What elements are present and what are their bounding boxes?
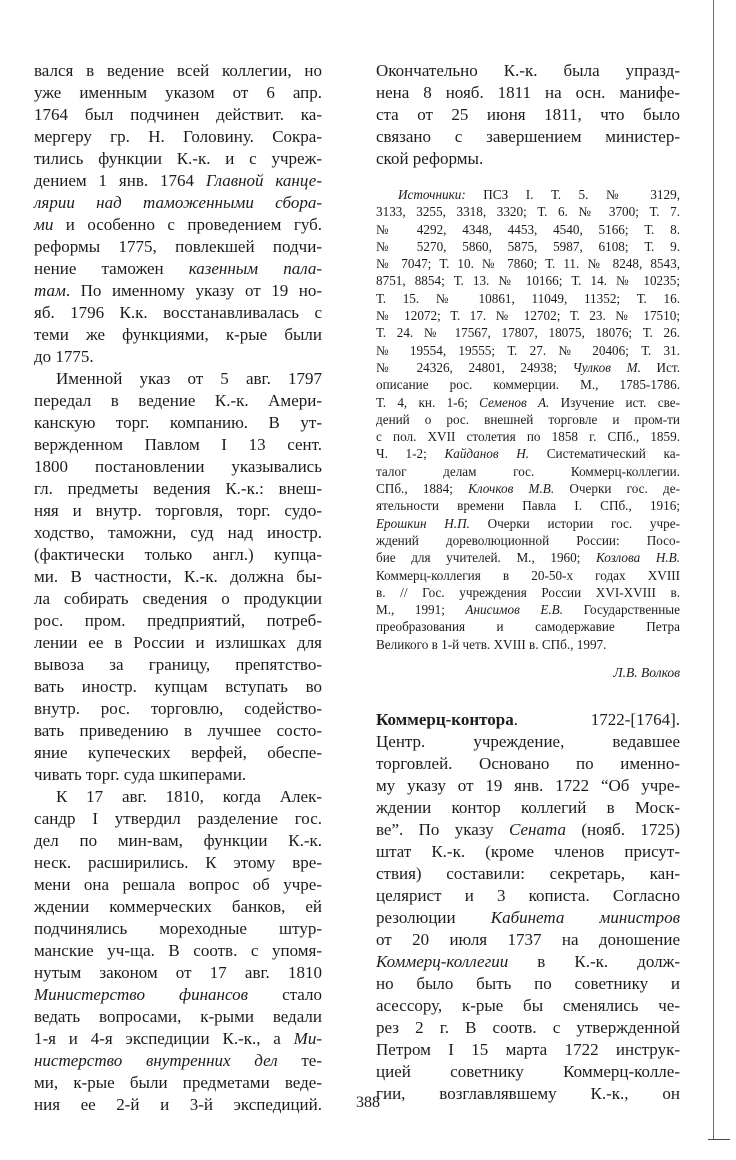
text-line — [34, 918, 322, 940]
text-line — [376, 272, 680, 289]
italic-text: казенным пала- — [188, 259, 322, 278]
left-column — [34, 60, 322, 1116]
text-run: стало — [248, 985, 322, 1004]
text-line — [34, 302, 322, 324]
page-edge-tick — [708, 1139, 730, 1140]
text-run: № 4292, 4348, 4453, 4540, 5166; Т. 8. — [376, 221, 680, 237]
italic-text: Коммерц-коллегии — [376, 952, 509, 972]
text-line — [376, 885, 680, 907]
text-run: 3133, 3255, 3318, 3320; Т. 6. № 3700; Т. 7. — [376, 204, 680, 220]
text-line — [376, 411, 680, 428]
text-line — [376, 148, 680, 170]
text-line — [376, 567, 680, 584]
text-run: от 20 июля 1737 на доношение — [376, 930, 680, 950]
text-line — [34, 1006, 322, 1028]
text-line — [34, 522, 322, 544]
text-run: вать приведению в лучшее состо- — [34, 721, 322, 740]
text-run: штат К.-к. (кроме членов присут- — [376, 842, 680, 862]
text-run: торговлей. Основано по именно- — [376, 754, 680, 774]
text-line — [376, 731, 680, 753]
italic-text: Ми- — [293, 1029, 322, 1048]
text-line — [34, 1072, 322, 1094]
text-run: Петром I 15 марта 1722 инструк- — [376, 1040, 680, 1060]
italic-text: лярии над таможенными сбора- — [34, 193, 322, 212]
text-line — [376, 618, 680, 635]
text-run: (нояб. 1725) — [565, 820, 680, 840]
text-line — [34, 852, 322, 874]
italic-text: ми — [34, 215, 54, 234]
text-line — [376, 342, 680, 359]
text-run: № 7047; Т. 10. № 7860; Т. 11. № 8248, 8543, — [376, 256, 680, 272]
text-line — [34, 1028, 322, 1050]
text-run: резолюции — [376, 908, 491, 928]
text-run: . По именному указу от 19 но- — [65, 281, 322, 300]
text-line — [376, 797, 680, 819]
text-run: реформы 1775, повлекшей подчи- — [34, 237, 322, 256]
text-line — [376, 709, 680, 731]
text-run: ПСЗ I. Т. 5. № 3129, — [465, 187, 680, 202]
text-run: М., 1991; — [376, 602, 466, 618]
text-line — [34, 786, 322, 808]
text-run: яние купеческих верфей, обеспе- — [34, 743, 322, 762]
text-run: (фактически только англ.) купца- — [34, 545, 322, 564]
text-run: ходство, таможни, суд над иностр. — [34, 523, 322, 542]
text-line — [376, 359, 680, 376]
text-line — [34, 544, 322, 566]
text-run: № 12072; Т. 17. № 12702; Т. 23. № 17510; — [376, 308, 680, 324]
text-run: Т. 15. № 10861, 11049, 11352; Т. 16. — [376, 290, 680, 306]
text-run: талог делам гос. Коммерц-коллегии. — [376, 463, 680, 479]
text-run: бие для учителей. М., 1960; — [376, 550, 596, 566]
text-line — [34, 764, 322, 786]
text-line — [376, 515, 680, 532]
italic-text: Клочков М.В. — [468, 481, 555, 497]
text-run: Великого в 1-й четв. XVIII в. СПб., 1997. — [376, 636, 607, 652]
text-line — [376, 1017, 680, 1039]
text-line — [376, 819, 680, 841]
text-run: сандр I утвердил разделение гос. — [34, 809, 322, 828]
text-run: ятельности времени Павла I. СПб., 1916; — [376, 498, 680, 514]
author-signature: Л.В. Волков — [613, 665, 680, 681]
encyclopedia-entry-kommerts-kontora — [376, 709, 680, 1105]
text-line — [34, 214, 322, 236]
text-run: до 1775. — [34, 347, 94, 366]
text-run: неск. расширились. К этому вре- — [34, 853, 322, 872]
text-run: № 5270, 5860, 5875, 5987, 6108; Т. 9. — [376, 238, 680, 254]
text-run: вался в ведение всей коллегии, но — [34, 61, 322, 80]
text-line — [376, 775, 680, 797]
text-run: вывоза за границу, препятство- — [34, 655, 322, 674]
text-line — [34, 82, 322, 104]
text-run: тились функции К.-к. и с учреж- — [34, 149, 322, 168]
text-line — [34, 346, 322, 368]
right-column — [376, 60, 680, 1105]
text-line — [376, 636, 680, 653]
text-line — [34, 104, 322, 126]
text-line — [376, 601, 680, 618]
text-run: 1800 постановлении указывались — [34, 457, 322, 476]
italic-text: Кабинета министров — [490, 908, 680, 928]
text-run: асессору, к-рые бы сменялись че- — [376, 996, 680, 1016]
text-line — [34, 830, 322, 852]
text-line — [34, 170, 322, 192]
text-run: Очерки истории гос. учре- — [469, 515, 680, 531]
text-run: дел по мин-вам, функции К.-к. — [34, 831, 322, 850]
text-line — [376, 995, 680, 1017]
text-line — [34, 720, 322, 742]
text-run: рез 2 г. В соотв. с утвержденной — [376, 1018, 680, 1038]
italic-text: Козлова Н.В. — [596, 550, 680, 566]
text-line — [376, 290, 680, 307]
sources-list — [376, 186, 680, 653]
text-run: ста от 25 июня 1811, что было — [376, 105, 680, 124]
text-line — [376, 126, 680, 148]
text-run: уже именным указом от 6 апр. — [34, 83, 322, 102]
text-run: Ист. — [640, 359, 680, 375]
text-line — [376, 203, 680, 220]
text-run: в. // Гос. учреждения России XVI-XVIII в. — [376, 584, 680, 600]
text-line — [34, 500, 322, 522]
text-run: и особенно с проведением губ. — [53, 215, 322, 234]
text-run: мергеру гр. Н. Головину. Сокра- — [34, 127, 322, 146]
text-line — [376, 463, 680, 480]
text-line — [34, 192, 322, 214]
text-run: канскую торг. компанию. В ут- — [34, 413, 322, 432]
text-line — [34, 126, 322, 148]
text-line — [376, 549, 680, 566]
text-run: няя и внутр. торговля, торг. судо- — [34, 501, 322, 520]
text-run: Систематический ка- — [529, 446, 680, 462]
text-run: теми же функциями, к-рые были — [34, 325, 322, 344]
text-run: яб. 1796 К.к. восстанавливалась с — [34, 303, 322, 322]
text-run: мени она решала вопрос об учре- — [34, 875, 322, 894]
text-line — [34, 808, 322, 830]
text-run: те- — [277, 1051, 323, 1070]
text-run: преобразования и самодержавие Петра — [376, 619, 680, 635]
text-line — [34, 60, 322, 82]
text-line — [34, 566, 322, 588]
text-run: дением 1 янв. 1764 — [34, 171, 206, 190]
text-run: внутр. рос. торговлю, содейство- — [34, 699, 322, 718]
text-run: ла собирать сведения о продукции — [34, 589, 322, 608]
text-line — [376, 255, 680, 272]
text-line — [376, 307, 680, 324]
text-line — [376, 907, 680, 929]
text-line — [376, 497, 680, 514]
text-line — [376, 1061, 680, 1083]
text-run: Именной указ от 5 авг. 1797 — [56, 369, 322, 388]
text-run: ждении контор коллегий в Моск- — [376, 798, 680, 818]
text-run: ждении коммерческих банков, ей — [34, 897, 322, 916]
text-run: с пол. XVII столетия по 1858 г. СПб., 1859. — [376, 429, 680, 445]
text-line — [376, 480, 680, 497]
text-run: подчинялись мореходные штур- — [34, 919, 322, 938]
text-run: связано с завершением министер- — [376, 127, 680, 146]
closing-paragraph — [376, 60, 680, 170]
text-run: гии, возглавлявшему К.-к., он — [376, 1084, 680, 1104]
text-line — [34, 896, 322, 918]
text-run: ния ее 2-й и 3-й экспедиций. — [34, 1095, 322, 1114]
text-line — [34, 258, 322, 280]
text-line — [376, 929, 680, 951]
italic-text: Источники: — [398, 187, 466, 202]
text-line — [376, 1039, 680, 1061]
text-line — [34, 368, 322, 390]
text-line — [376, 186, 680, 203]
text-run: целярист и 3 кописта. Согласно — [376, 886, 680, 906]
text-line — [34, 148, 322, 170]
text-line — [34, 236, 322, 258]
text-run: Коммерц-коллегия в 20-50-х годах XVIII — [376, 567, 680, 583]
text-run: манские уч-ща. В соотв. с упомя- — [34, 941, 322, 960]
text-run: СПб., 1884; — [376, 481, 469, 497]
text-run: № 24326, 24801, 24938; — [376, 359, 573, 375]
text-run: Государственные — [563, 602, 680, 618]
text-line — [376, 973, 680, 995]
text-run: 1764 был подчинен действит. ка- — [34, 105, 322, 124]
text-line — [34, 632, 322, 654]
text-line — [376, 221, 680, 238]
text-line — [34, 984, 322, 1006]
text-run: му указу от 19 янв. 1722 “Об учре- — [376, 776, 680, 796]
text-run: гл. предметы ведения К.-к.: внеш- — [34, 479, 322, 498]
italic-text: Семенов А. — [479, 394, 550, 410]
text-line — [34, 456, 322, 478]
text-run: ми. В частности, К.-к. должна бы- — [34, 567, 322, 586]
text-run: 1-я и 4-я экспедиции К.-к., а — [34, 1029, 294, 1048]
text-run: ве”. По указу — [376, 820, 510, 840]
italic-text: нистерство внутренних дел — [34, 1051, 278, 1070]
text-run: Ч. 1-2; — [376, 446, 445, 462]
text-line — [34, 676, 322, 698]
text-run: дений о рос. внешней торговле и пром-ти — [376, 411, 680, 427]
text-run: нение таможен — [34, 259, 189, 278]
text-line — [34, 742, 322, 764]
text-run: Центр. учреждение, ведавшее — [376, 732, 680, 752]
text-run: но было быть по советнику и — [376, 974, 680, 994]
text-run: вать иностр. купцам вступать во — [34, 677, 322, 696]
bold-heading: Коммерц-контора — [376, 710, 514, 730]
text-line — [376, 104, 680, 126]
text-run: 8751, 8854; Т. 13. № 10166; Т. 14. № 10235; — [376, 273, 680, 289]
text-line — [376, 951, 680, 973]
text-line — [376, 82, 680, 104]
text-run: описание рос. коммерции. М., 1785-1786. — [376, 377, 680, 393]
text-line — [376, 445, 680, 462]
text-run: ждений дореволюционной России: Посо- — [376, 532, 680, 548]
text-run: Т. 4, кн. 1-6; — [376, 394, 480, 410]
italic-text: Анисимов Е.В. — [465, 602, 564, 618]
text-run: Изучение ист. све- — [549, 394, 680, 410]
text-run: Очерки гос. де- — [554, 481, 680, 497]
page-edge-rule — [713, 0, 714, 1140]
text-run: ми, к-рые были предметами веде- — [34, 1073, 322, 1092]
text-line — [376, 376, 680, 393]
text-line — [376, 238, 680, 255]
text-run: нутым законом от 17 авг. 1810 — [34, 963, 322, 982]
italic-text: Ерошкин Н.П. — [376, 515, 470, 531]
text-line — [34, 610, 322, 632]
text-line — [34, 280, 322, 302]
text-line — [34, 940, 322, 962]
text-run: рос. пром. предприятий, потреб- — [34, 611, 322, 630]
text-run: нена 8 нояб. 1811 на осн. манифе- — [376, 83, 680, 102]
text-run: в К.-к. долж- — [508, 952, 680, 972]
text-line — [34, 698, 322, 720]
italic-text: Министерство финансов — [34, 985, 248, 1004]
text-run: ской реформы. — [376, 149, 484, 168]
italic-text: Чулков М. — [572, 359, 641, 375]
text-line — [376, 532, 680, 549]
text-line — [34, 478, 322, 500]
text-run: . 1722-[1764]. — [513, 710, 680, 730]
text-line — [34, 434, 322, 456]
text-line — [34, 412, 322, 434]
text-line — [376, 584, 680, 601]
text-run: передал в ведение К.-к. Амери- — [34, 391, 322, 410]
text-line — [376, 394, 680, 411]
italic-text: там — [34, 281, 66, 300]
text-line — [376, 428, 680, 445]
text-line — [34, 654, 322, 676]
text-run: Окончательно К.-к. была упразд- — [376, 61, 680, 80]
text-run: вержденном Павлом I 13 сент. — [34, 435, 322, 454]
page-number: 388 — [356, 1094, 380, 1111]
text-line — [376, 753, 680, 775]
text-run: К 17 авг. 1810, когда Алек- — [56, 787, 322, 806]
text-line — [34, 588, 322, 610]
text-run: ствия) составили: секретарь, кан- — [376, 864, 680, 884]
text-run: чивать торг. суда шкиперами. — [34, 765, 247, 784]
italic-text: Сената — [509, 820, 566, 840]
text-run: Т. 24. № 17567, 17807, 18075, 18076; Т. 26. — [376, 325, 680, 341]
text-line — [376, 324, 680, 341]
italic-text: Главной канце- — [205, 171, 322, 190]
text-line — [34, 962, 322, 984]
text-line — [34, 390, 322, 412]
text-line — [376, 60, 680, 82]
text-line — [376, 863, 680, 885]
text-line — [376, 841, 680, 863]
text-line — [34, 324, 322, 346]
text-line — [34, 1050, 322, 1072]
text-run: лении ее в России и излишках для — [34, 633, 322, 652]
text-run: ведать вопросами, к-рыми ведали — [34, 1007, 322, 1026]
text-run: цией советнику Коммерц-колле- — [376, 1062, 680, 1082]
text-run: № 19554, 19555; Т. 27. № 20406; Т. 31. — [376, 342, 680, 358]
text-line — [34, 874, 322, 896]
italic-text: Кайданов Н. — [444, 446, 530, 462]
